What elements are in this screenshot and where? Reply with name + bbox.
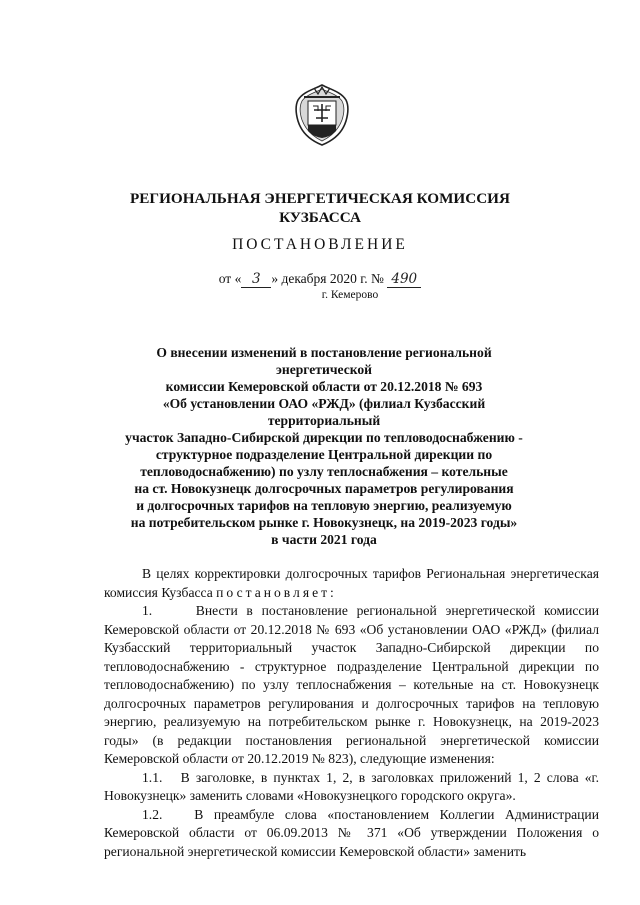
subject-line: участок Западно-Сибирской дирекции по тепловодоснабжению - xyxy=(125,430,523,445)
document-body xyxy=(104,565,599,861)
organization-name-line1: РЕГИОНАЛЬНАЯ ЭНЕРГЕТИЧЕСКАЯ КОМИССИЯ xyxy=(130,190,510,207)
preamble-text: В целях корректировки долгосрочных тарифов Региональная энергетическая комиссия Кузбасса xyxy=(104,566,599,600)
document-number-handwritten: 490 xyxy=(387,271,421,288)
clause-1-paragraph: 1. Внести в постановление региональной энергетической комиссии Кемеровской области от 20.12.2018 № 693 «Об установлении ОАО «РЖД» (филиал Кузбасский территориальный участок Западно-Сибирской дирекции по тепловодоснабжению - структурное подразделение Центральной дирекции по тепловодоснабжению) по узлу теплоснабжения – котельные на ст. Новокузнецк долгосрочных параметров регулирования и долгосрочных тарифов на тепловую энергию, реализуемую на потребительском рынке г. Новокузнецк, на 2019-2023 годы» (в редакции постановления региональной энергетической комиссии Кемеровской области от 20.12.2019 № 823), следующие изменения: xyxy=(104,603,599,766)
date-prefix: от « xyxy=(218,271,242,286)
subject-line: на потребительском рынке г. Новокузнецк, на 2019-2023 годы» xyxy=(130,515,518,530)
document-type: ПОСТАНОВЛЕНИЕ xyxy=(232,236,408,253)
date-line xyxy=(0,271,640,288)
subject-line: на ст. Новокузнецк долгосрочных параметров регулирования xyxy=(134,481,514,496)
organization-name xyxy=(0,189,640,227)
preamble-paragraph xyxy=(104,565,599,602)
organization-name-line2: КУЗБАССА xyxy=(279,209,361,226)
date-day-handwritten: 3 xyxy=(241,271,271,288)
subject-line: и долгосрочных тарифов на тепловую энергию, реализуемую xyxy=(136,498,512,513)
clause-1-1-paragraph: 1.1. В заголовке, в пунктах 1, 2, в заголовках приложений 1, 2 слова «г. Новокузнецк» заменить словами «Новокузнецкого городского округа». xyxy=(104,769,599,803)
subject-line: тепловодоснабжению) по узлу теплоснабжения – котельные xyxy=(140,464,508,479)
subject-line: в части 2021 года xyxy=(271,532,377,547)
city: г. Кемерово xyxy=(321,289,379,301)
coat-of-arms-icon xyxy=(294,84,350,146)
subject-line: структурное подразделение Центральной дирекции по xyxy=(155,447,493,462)
subject-line: «Об установлении ОАО «РЖД» (филиал Кузбасский территориальный xyxy=(162,396,486,428)
subject-line: О внесении изменений в постановление региональной энергетической xyxy=(156,345,492,377)
clause-1-2-paragraph: 1.2. В преамбуле слова «постановлением Коллегии Администрации Кемеровской области от 06.09.2013 № 371 «Об утверждении Положения о региональной энергетической комиссии Кемеровской области» заменить xyxy=(104,806,599,859)
subject-line: комиссии Кемеровской области от 20.12.2018 № 693 xyxy=(165,379,483,394)
date-suffix: » декабря 2020 г. № xyxy=(271,271,384,286)
document-subject xyxy=(110,344,538,548)
resolves-word: постановляет: xyxy=(216,584,337,600)
